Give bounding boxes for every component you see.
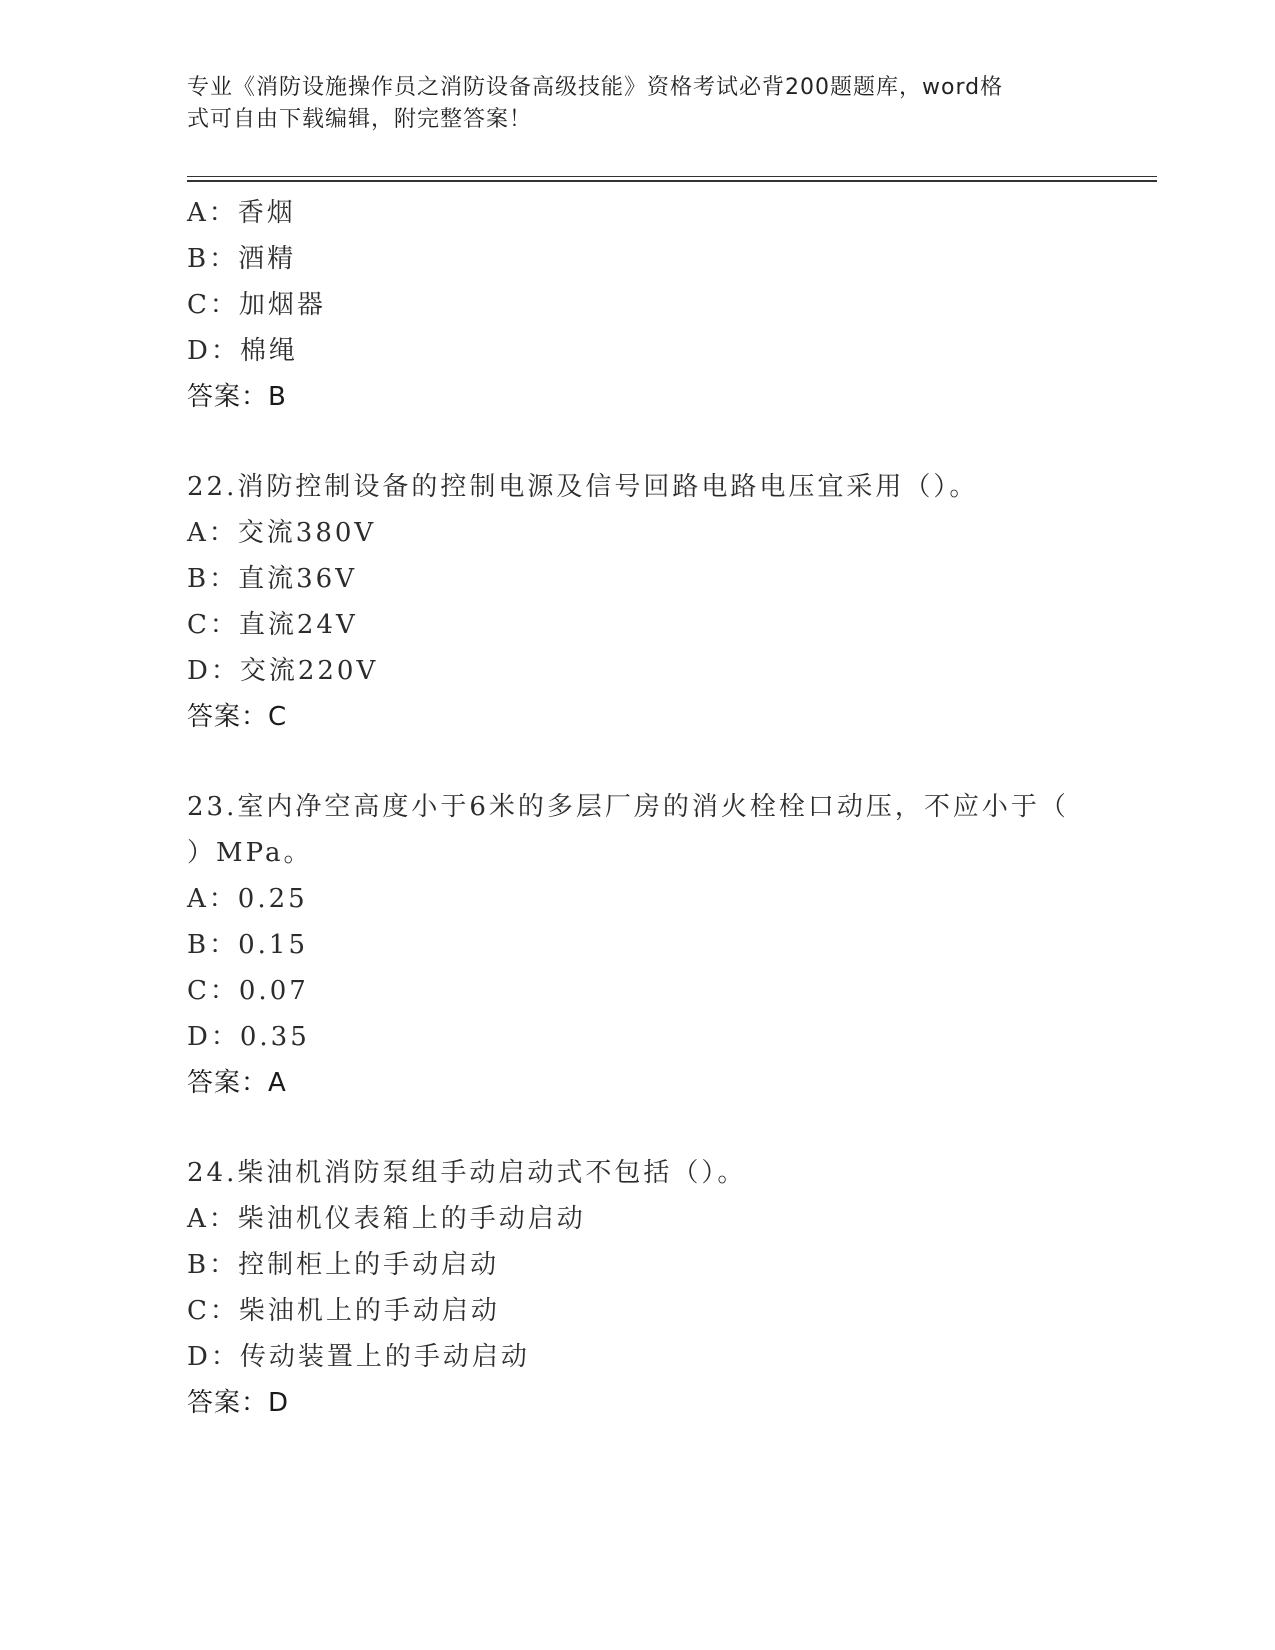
header-line-1: 专业《消防设施操作员之消防设备高级技能》资格考试必背200题题库，word格	[187, 75, 1004, 100]
answer-line: 答案：B	[187, 382, 287, 412]
option-d: D：0.35	[187, 1022, 310, 1052]
header-divider-thick	[187, 180, 1157, 182]
option-a: A：交流380V	[187, 518, 377, 548]
option-d: D：棉绳	[187, 336, 298, 366]
answer-line: 答案：C	[187, 702, 288, 732]
answer-line: 答案：A	[187, 1068, 287, 1098]
option-c: C：柴油机上的手动启动	[187, 1296, 500, 1326]
header-line-2: 式可自由下载编辑，附完整答案！	[187, 107, 533, 132]
option-b: B：酒精	[187, 244, 297, 274]
option-b: B：控制柜上的手动启动	[187, 1250, 500, 1280]
option-d: D：传动装置上的手动启动	[187, 1342, 530, 1372]
document-header	[187, 72, 1067, 136]
option-a: A：0.25	[187, 884, 308, 914]
option-a: A：柴油机仪表箱上的手动启动	[187, 1204, 586, 1234]
option-c: C：0.07	[187, 976, 309, 1006]
question-21	[187, 190, 1087, 420]
question-stem-line-1: 23.室内净空高度小于6米的多层厂房的消火栓栓口动压，不应小于（	[187, 792, 1069, 822]
option-b: B：直流36V	[187, 564, 357, 594]
header-divider-thin	[187, 176, 1157, 177]
question-22	[187, 464, 1087, 740]
question-list	[187, 190, 1087, 1426]
answer-line: 答案：D	[187, 1388, 290, 1418]
option-d: D：交流220V	[187, 656, 379, 686]
option-b: B：0.15	[187, 930, 308, 960]
question-stem-line-2: ）MPa。	[187, 838, 313, 868]
option-a: A：香烟	[187, 198, 296, 228]
question-stem: 22.消防控制设备的控制电源及信号回路电路电压宜采用（）。	[187, 472, 979, 502]
option-c: C：直流24V	[187, 610, 358, 640]
question-24	[187, 1150, 1087, 1426]
question-23	[187, 784, 1087, 1106]
option-c: C：加烟器	[187, 290, 326, 320]
question-stem: 24.柴油机消防泵组手动启动式不包括（）。	[187, 1158, 747, 1188]
